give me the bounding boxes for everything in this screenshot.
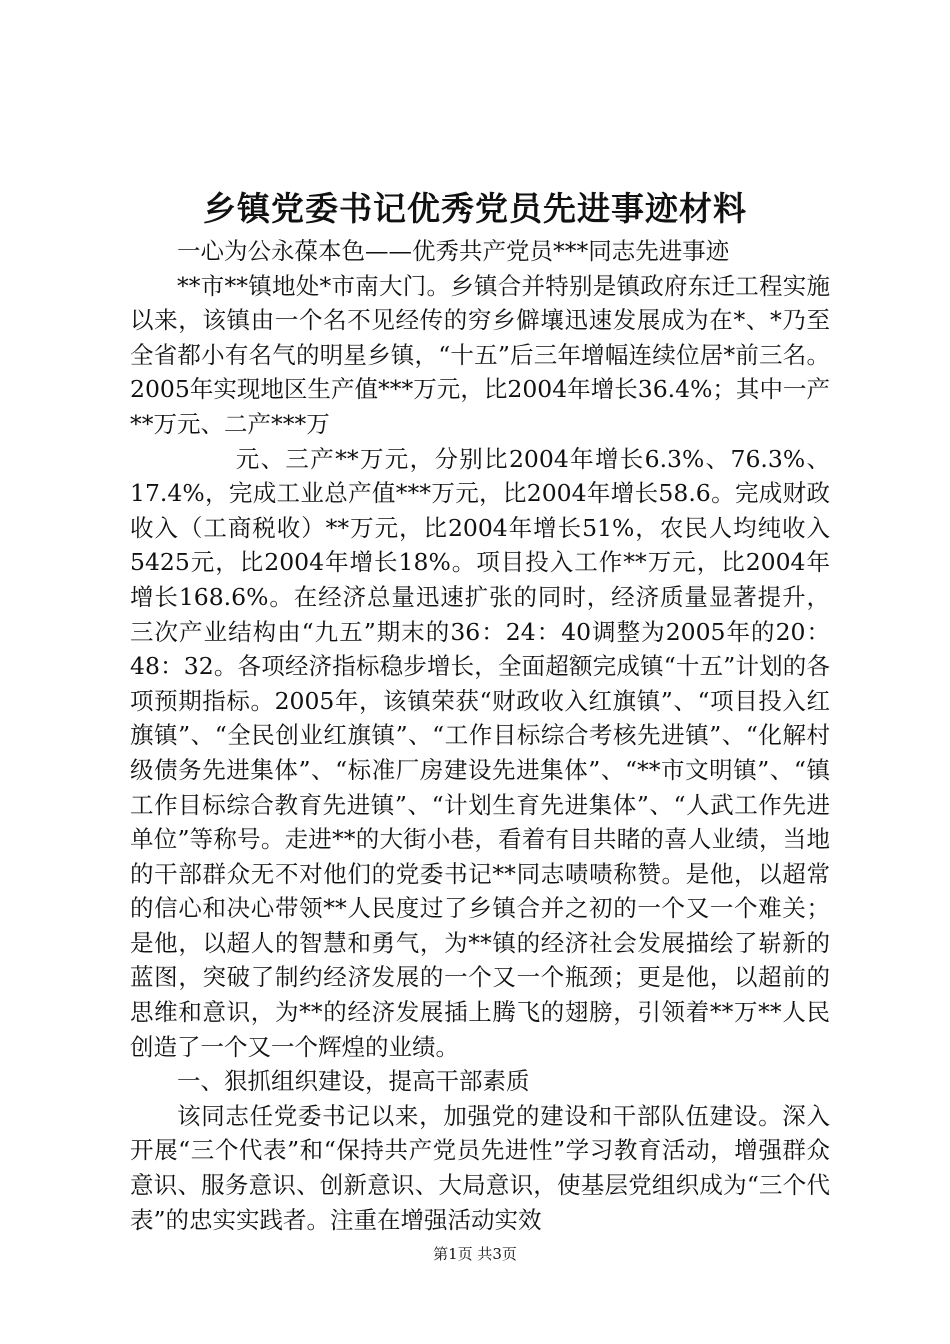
page-number-footer: 第1页 共3页	[433, 1245, 517, 1263]
section-heading: 一、狠抓组织建设，提高干部素质	[177, 1067, 530, 1096]
document-title: 乡镇党委书记优秀党员先进事迹材料	[203, 189, 747, 228]
document-subtitle: 一心为公永葆本色——优秀共产党员***同志先进事迹	[177, 237, 730, 265]
body-paragraph: 元、三产**万元，分别比2004年增长6.3%、76.3%、17.4%，完成工业总产值***万元，比2004年增长58.6。完成财政收入（工商税收）**万元，比2004年增长51%，农民人均纯收入5425元，比2004年增长18%。项目投入工作**万元，比2004年增长168.6%。在经济总量迅速扩张的同时，经济质量显著提升，三次产业结构由“九五”期末的36：24：40调整为2005年的20：48：32。各项经济指标稳步增长，全面超额完成镇“十五”计划的各项预期指标。2005年，该镇荣获“财政收入红旗镇”、“项目投入红旗镇”、“全民创业红旗镇”、“工作目标综合考核先进镇”、“化解村级债务先进集体”、“标准厂房建设先进集体”、“**市文明镇”、“镇工作目标综合教育先进镇”、“计划生育先进集体”、“人武工作先进单位”等称号。走进**的大街小巷，看着有目共睹的喜人业绩，当地的干部群众无不对他们的党委书记**同志啧啧称赞。是他，以超常的信心和决心带领**人民度过了乡镇合并之初的一个又一个难关；是他，以超人的智慧和勇气，为**镇的经济社会发展描绘了崭新的蓝图，突破了制约经济发展的一个又一个瓶颈；更是他，以超前的思维和意识，为**的经济发展插上腾飞的翅膀，引领着**万**人民创造了一个又一个辉煌的业绩。	[130, 444, 830, 1061]
body-paragraph: 该同志任党委书记以来，加强党的建设和干部队伍建设。深入开展“三个代表”和“保持共产党员先进性”学习教育活动，增强群众意识、服务意识、创新意识、大局意识，使基层党组织成为“三个代表”的忠实实践者。注重在增强活动实效	[130, 1101, 830, 1234]
body-paragraph: **市**镇地处*市南大门。乡镇合并特别是镇政府东迁工程实施以来，该镇由一个名不见经传的穷乡僻壤迅速发展成为在*、*乃至全省都小有名气的明星乡镇，“十五”后三年增幅连续位居*前三名。2005年实现地区生产值***万元，比2004年增长36.4%；其中一产**万元、二产***万	[130, 271, 830, 438]
document-body	[130, 234, 830, 1237]
